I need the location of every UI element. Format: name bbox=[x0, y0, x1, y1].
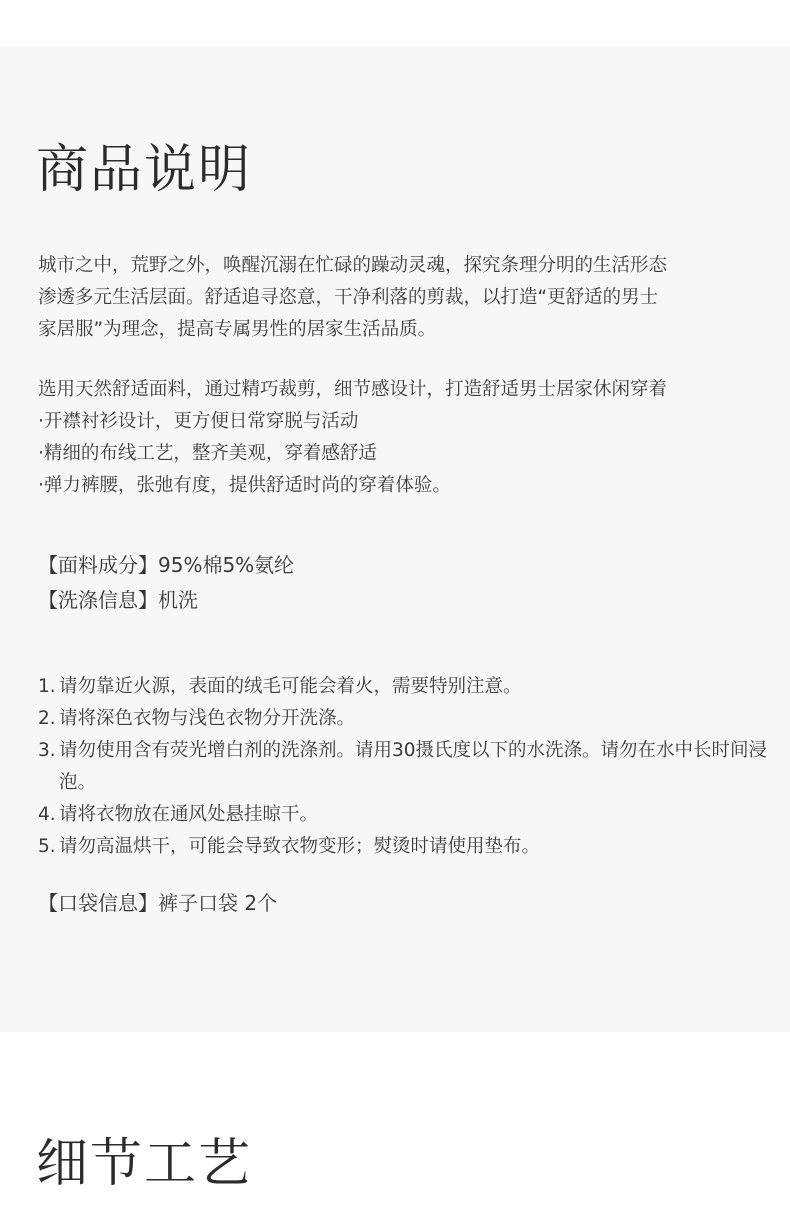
intro-paragraph bbox=[38, 250, 768, 346]
specs-block bbox=[38, 548, 768, 618]
details-section-title: 细节工艺 bbox=[36, 1134, 253, 1194]
page-title: 商品说明 bbox=[36, 140, 253, 200]
care-item-text: 请将衣物放在通风处悬挂晾干。 bbox=[59, 804, 319, 825]
feature-item: ·精细的布线工艺，整齐美观，穿着感舒适 bbox=[38, 443, 377, 464]
material-value: 95%棉5%氨纶 bbox=[158, 553, 295, 577]
care-item-number: 2. bbox=[38, 708, 56, 729]
intro-line: 渗透多元生活层面。舒适追寻恣意，干净利落的剪裁，以打造“更舒适的男士 bbox=[38, 287, 659, 308]
feature-item: ·开襟衬衫设计，更方便日常穿脱与活动 bbox=[38, 411, 359, 432]
care-item-number: 1. bbox=[38, 676, 56, 697]
care-item bbox=[38, 703, 768, 735]
care-item bbox=[38, 831, 768, 863]
care-item-number: 5. bbox=[38, 836, 56, 857]
care-item bbox=[38, 799, 768, 831]
washing-value: 机洗 bbox=[158, 588, 198, 612]
feature-item: ·弹力裤腰，张弛有度，提供舒适时尚的穿着体验。 bbox=[38, 475, 451, 496]
pocket-info bbox=[38, 886, 768, 921]
material-label: 【面料成分】 bbox=[38, 553, 158, 577]
material-row bbox=[38, 548, 768, 583]
intro-line: 家居服”为理念，提高专属男性的居家生活品质。 bbox=[38, 319, 437, 340]
washing-row bbox=[38, 583, 768, 618]
features-lead: 选用天然舒适面料，通过精巧裁剪，细节感设计，打造舒适男士居家休闲穿着 bbox=[38, 379, 668, 400]
pocket-value: 裤子口袋 2个 bbox=[158, 891, 278, 915]
care-item-number: 3. bbox=[38, 740, 56, 761]
pocket-label: 【口袋信息】 bbox=[38, 891, 158, 915]
intro-line: 城市之中，荒野之外，唤醒沉溺在忙碌的躁动灵魂，探究条理分明的生活形态 bbox=[38, 255, 668, 276]
care-item-text: 请勿高温烘干，可能会导致衣物变形；熨烫时请使用垫布。 bbox=[59, 836, 541, 857]
care-item-text: 请勿靠近火源，表面的绒毛可能会着火，需要特别注意。 bbox=[59, 676, 522, 697]
care-item bbox=[38, 671, 768, 703]
care-item-text: 请勿使用含有荧光增白剂的洗涤剂。请用30摄氏度以下的水洗涤。请勿在水中长时间浸泡。 bbox=[59, 740, 768, 793]
care-item bbox=[38, 735, 768, 799]
care-item-number: 4. bbox=[38, 804, 56, 825]
care-item-text: 请将深色衣物与浅色衣物分开洗涤。 bbox=[59, 708, 356, 729]
care-instructions bbox=[38, 671, 768, 863]
features-list bbox=[38, 374, 768, 502]
washing-label: 【洗涤信息】 bbox=[38, 588, 158, 612]
